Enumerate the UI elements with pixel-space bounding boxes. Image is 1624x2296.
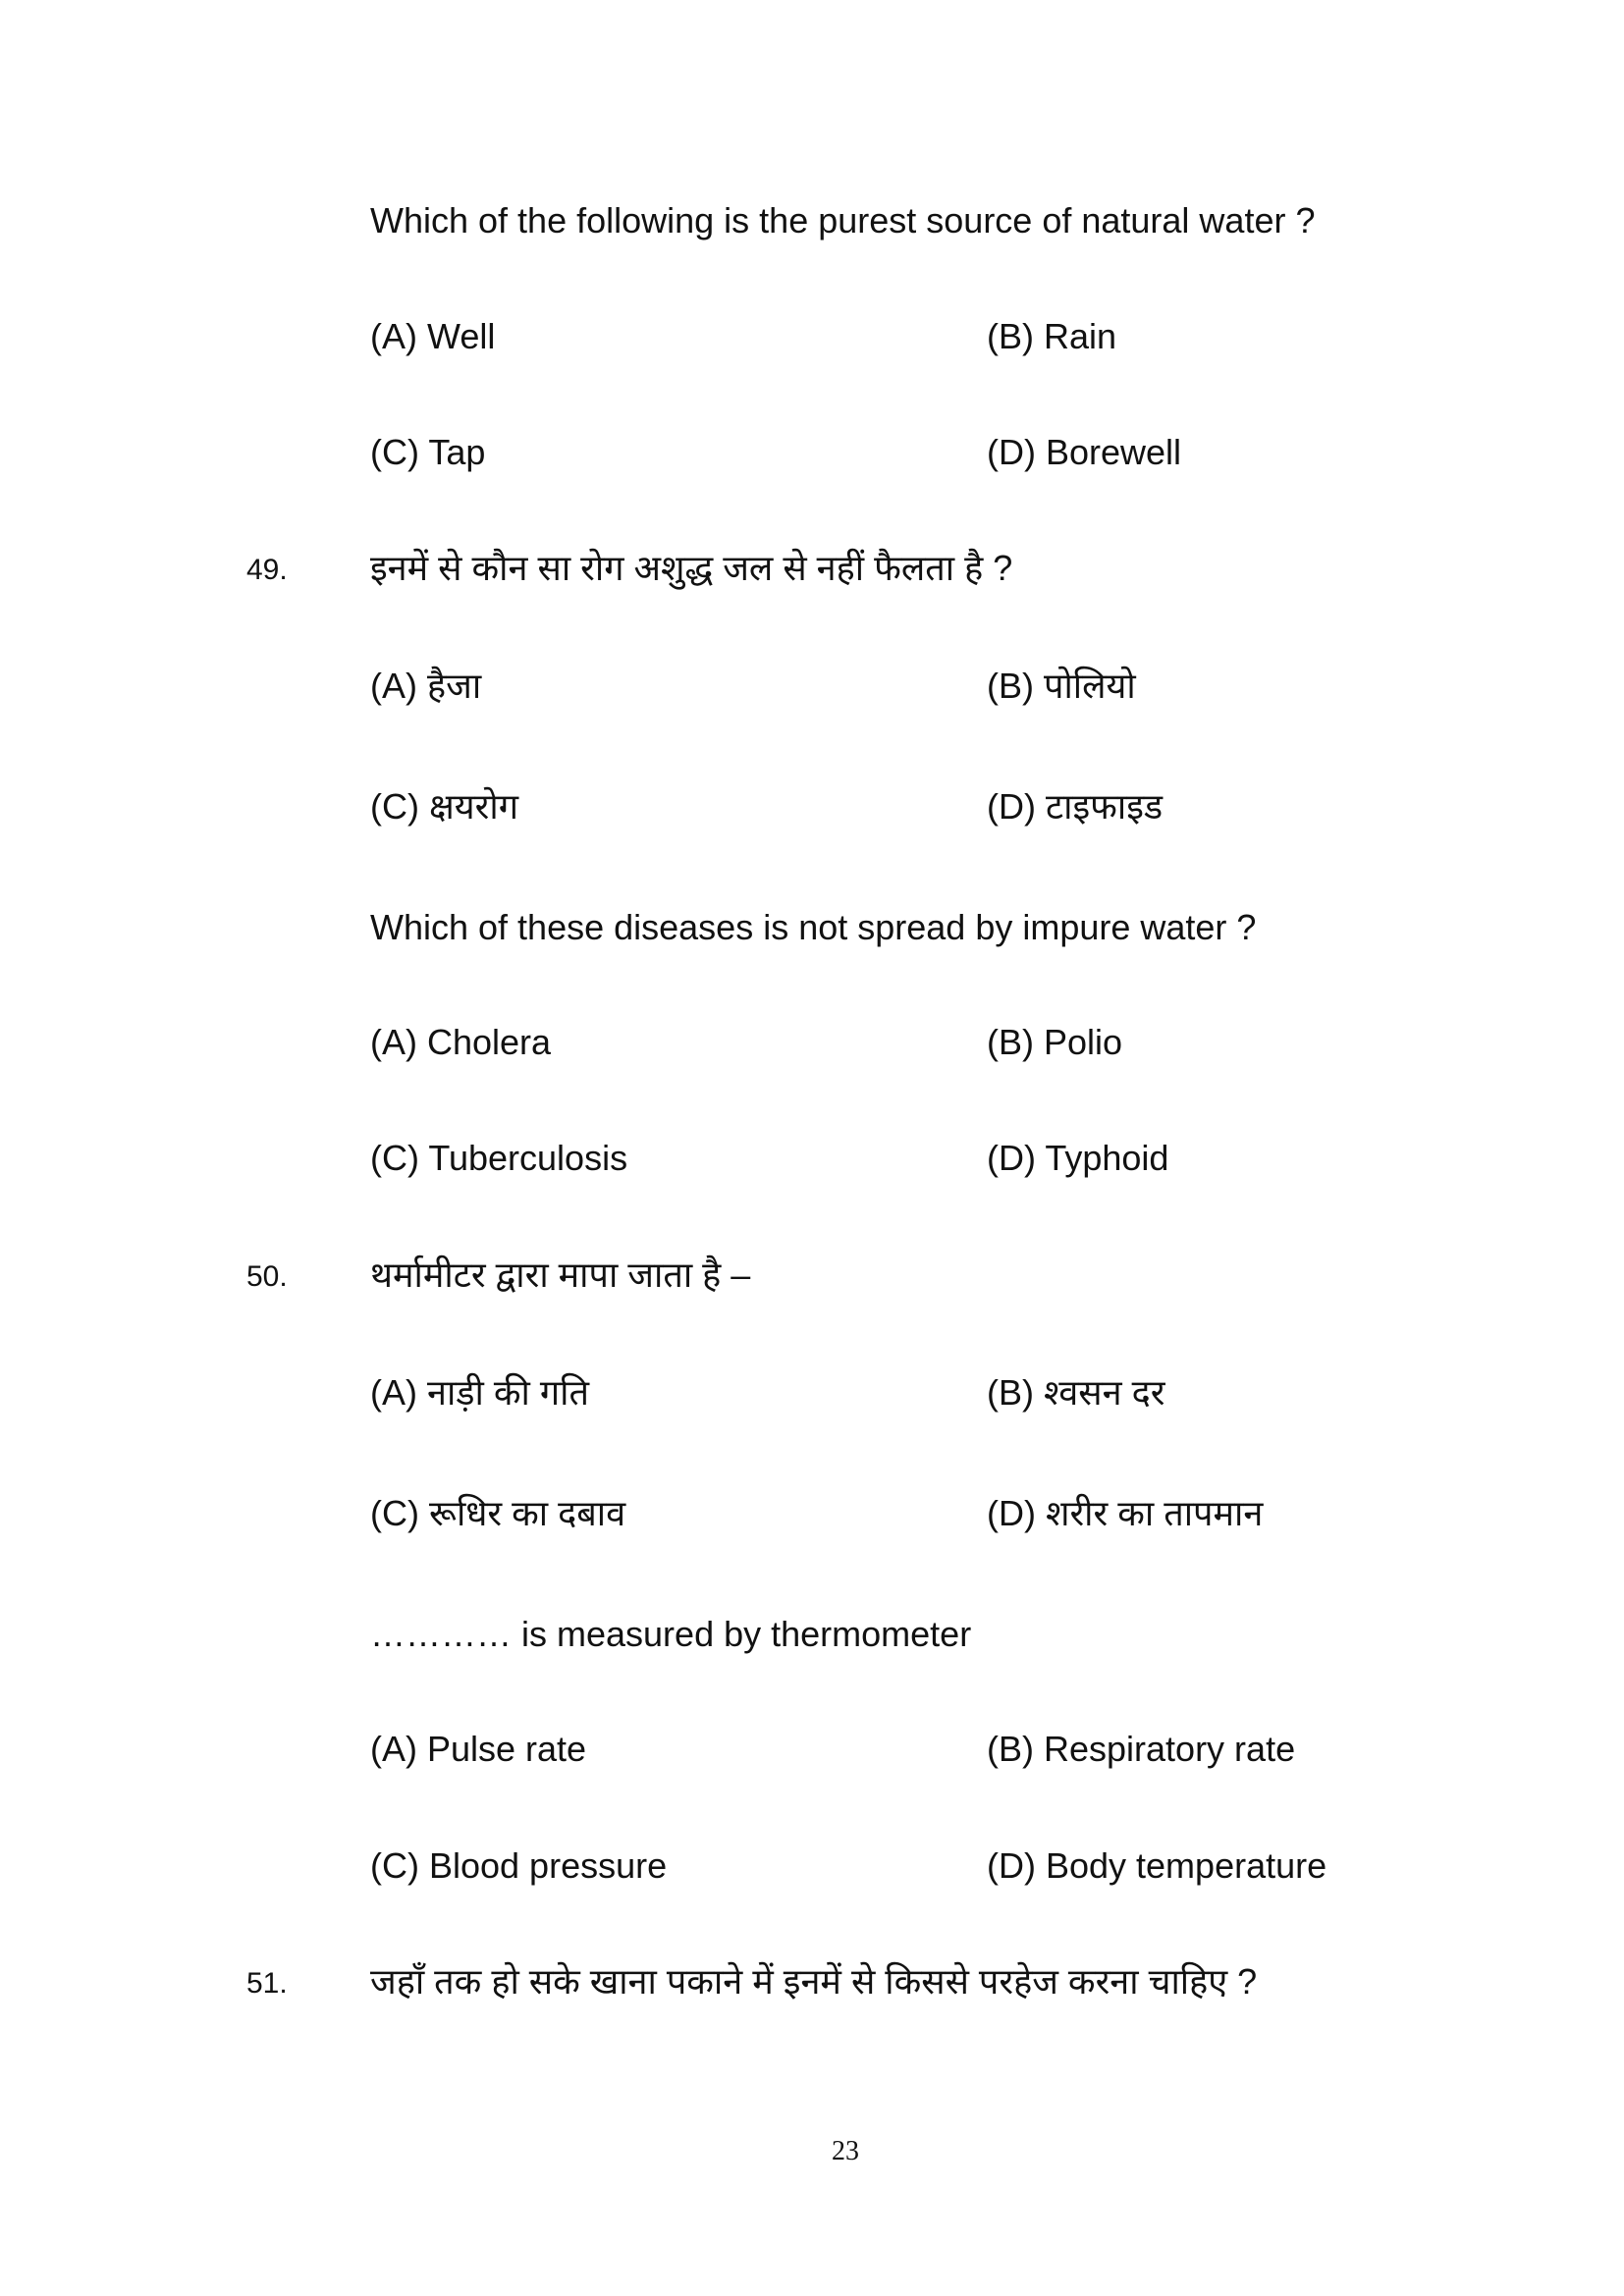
option-c-hindi: (C) क्षयरोग — [370, 786, 518, 827]
option-b: (B) Polio — [987, 1022, 1123, 1062]
question-number: 51. — [246, 1967, 288, 2000]
option-b: (B) Rain — [987, 316, 1117, 356]
option-c: (C) Tuberculosis — [370, 1138, 628, 1178]
page-number: 23 — [832, 2136, 859, 2166]
option-d-hindi: (D) टाइफाइड — [987, 786, 1164, 827]
question-49-english: Which of these diseases is not spread by impure water ? — [370, 907, 1257, 947]
option-b-hindi: (B) श्वसन दर — [987, 1372, 1165, 1413]
option-a: (A) Cholera — [370, 1022, 552, 1062]
question-number: 50. — [246, 1260, 288, 1293]
option-d: (D) Borewell — [987, 432, 1182, 472]
option-a: (A) Pulse rate — [370, 1729, 587, 1769]
option-c: (C) Tap — [370, 432, 486, 472]
option-d-hindi: (D) शरीर का तापमान — [987, 1493, 1264, 1533]
question-50-english: ………… is measured by thermometer — [370, 1614, 972, 1654]
question-48-english: Which of the following is the purest source of natural water ? — [370, 200, 1316, 240]
question-50-hindi: थर्मामीटर द्वारा मापा जाता है – — [370, 1255, 751, 1295]
option-d: (D) Typhoid — [987, 1138, 1169, 1178]
option-a: (A) Well — [370, 316, 496, 356]
option-b-hindi: (B) पोलियो — [987, 666, 1136, 706]
option-a-hindi: (A) हैजा — [370, 666, 482, 706]
option-c: (C) Blood pressure — [370, 1845, 668, 1886]
option-a-hindi: (A) नाड़ी की गति — [370, 1372, 589, 1413]
option-d: (D) Body temperature — [987, 1845, 1327, 1886]
question-51-hindi: जहाँ तक हो सके खाना पकाने में इनमें से किससे परहेज करना चाहिए ? — [370, 1961, 1258, 2002]
option-c-hindi: (C) रूधिर का दबाव — [370, 1493, 626, 1533]
question-49-hindi: इनमें से कौन सा रोग अशुद्ध जल से नहीं फैलता है ? — [370, 548, 1013, 588]
question-number: 49. — [246, 554, 288, 586]
option-b: (B) Respiratory rate — [987, 1729, 1296, 1769]
